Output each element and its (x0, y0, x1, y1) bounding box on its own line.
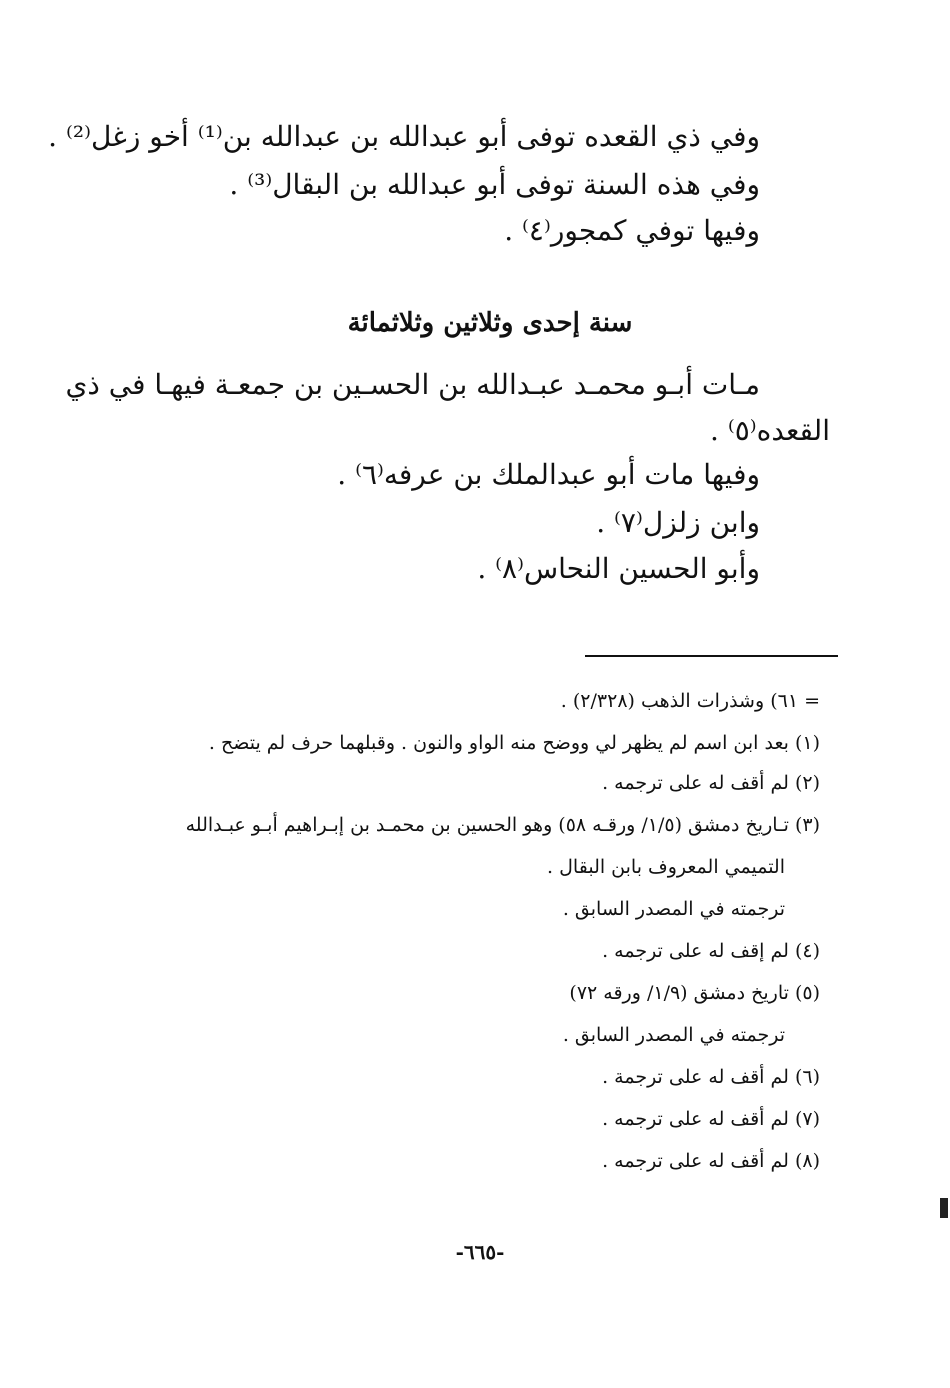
footnote-line: (٣) تـاريخ دمشق (١/٥/ ورقـه ٥٨) وهو الحسين بن محمـد بن إبـراهيم أبـو عبـدالله (185, 814, 820, 836)
footnote-line: (٧) لم أقف له على ترجمه . (602, 1108, 820, 1130)
footnote-line: (٦) لم أقف له على ترجمة . (602, 1066, 820, 1088)
footnote-line: التميمي المعروف بابن البقال . (547, 856, 785, 878)
body-line-6: وأبو الحسين النحاس⁽٨⁾ . (477, 552, 760, 585)
body-line-5: وابن زلزل⁽٧⁾ . (596, 506, 760, 539)
paragraph-line-2: القعده⁽٥⁾ . (710, 414, 830, 447)
footnote-line: ترجمته في المصدر السابق . (562, 898, 785, 920)
footnote-line: = ٦١) وشذرات الذهب (٢/٣٢٨) . (560, 690, 820, 712)
footnote-line: (٥) تاريخ دمشق (١/٩/ ورقه ٧٢) (569, 982, 820, 1004)
footnote-separator (585, 655, 838, 657)
section-heading: سنة إحدى وثلاثين وثلاثمائة (347, 308, 633, 338)
paragraph-line-1: مـات أبـو محمـد عبـدالله بن الحسـين بن جمعـة فيهـا في ذي (65, 368, 760, 401)
footnote-line: (٢) لم أقف له على ترجمه . (602, 772, 820, 794)
body-line-4: وفيها مات أبو عبدالملك بن عرفه⁽٦⁾ . (337, 458, 760, 491)
footnote-line: (١) بعد ابن اسم لم يظهر لي ووضح منه الواو والنون . وقبلهما حرف لم يتضح . (208, 732, 820, 754)
footnote-line: (٤) لم إقف له على ترجمه . (602, 940, 820, 962)
footnote-line: (٨) لم أقف له على ترجمه . (602, 1150, 820, 1172)
scan-edge-mark (940, 1198, 948, 1218)
footnote-line: ترجمته في المصدر السابق . (562, 1024, 785, 1046)
body-line-2: وفي هذه السنة توفى أبو عبدالله بن البقال⁽³⁾ . (229, 168, 760, 201)
page-number: -٦٦٥- (455, 1240, 505, 1264)
body-line-1: وفي ذي القعده توفى أبو عبدالله بن عبدالله بن⁽¹⁾ أخو زغل⁽²⁾ . (48, 120, 760, 153)
body-line-3: وفيها توفي كمجور⁽٤⁾ . (504, 214, 760, 247)
